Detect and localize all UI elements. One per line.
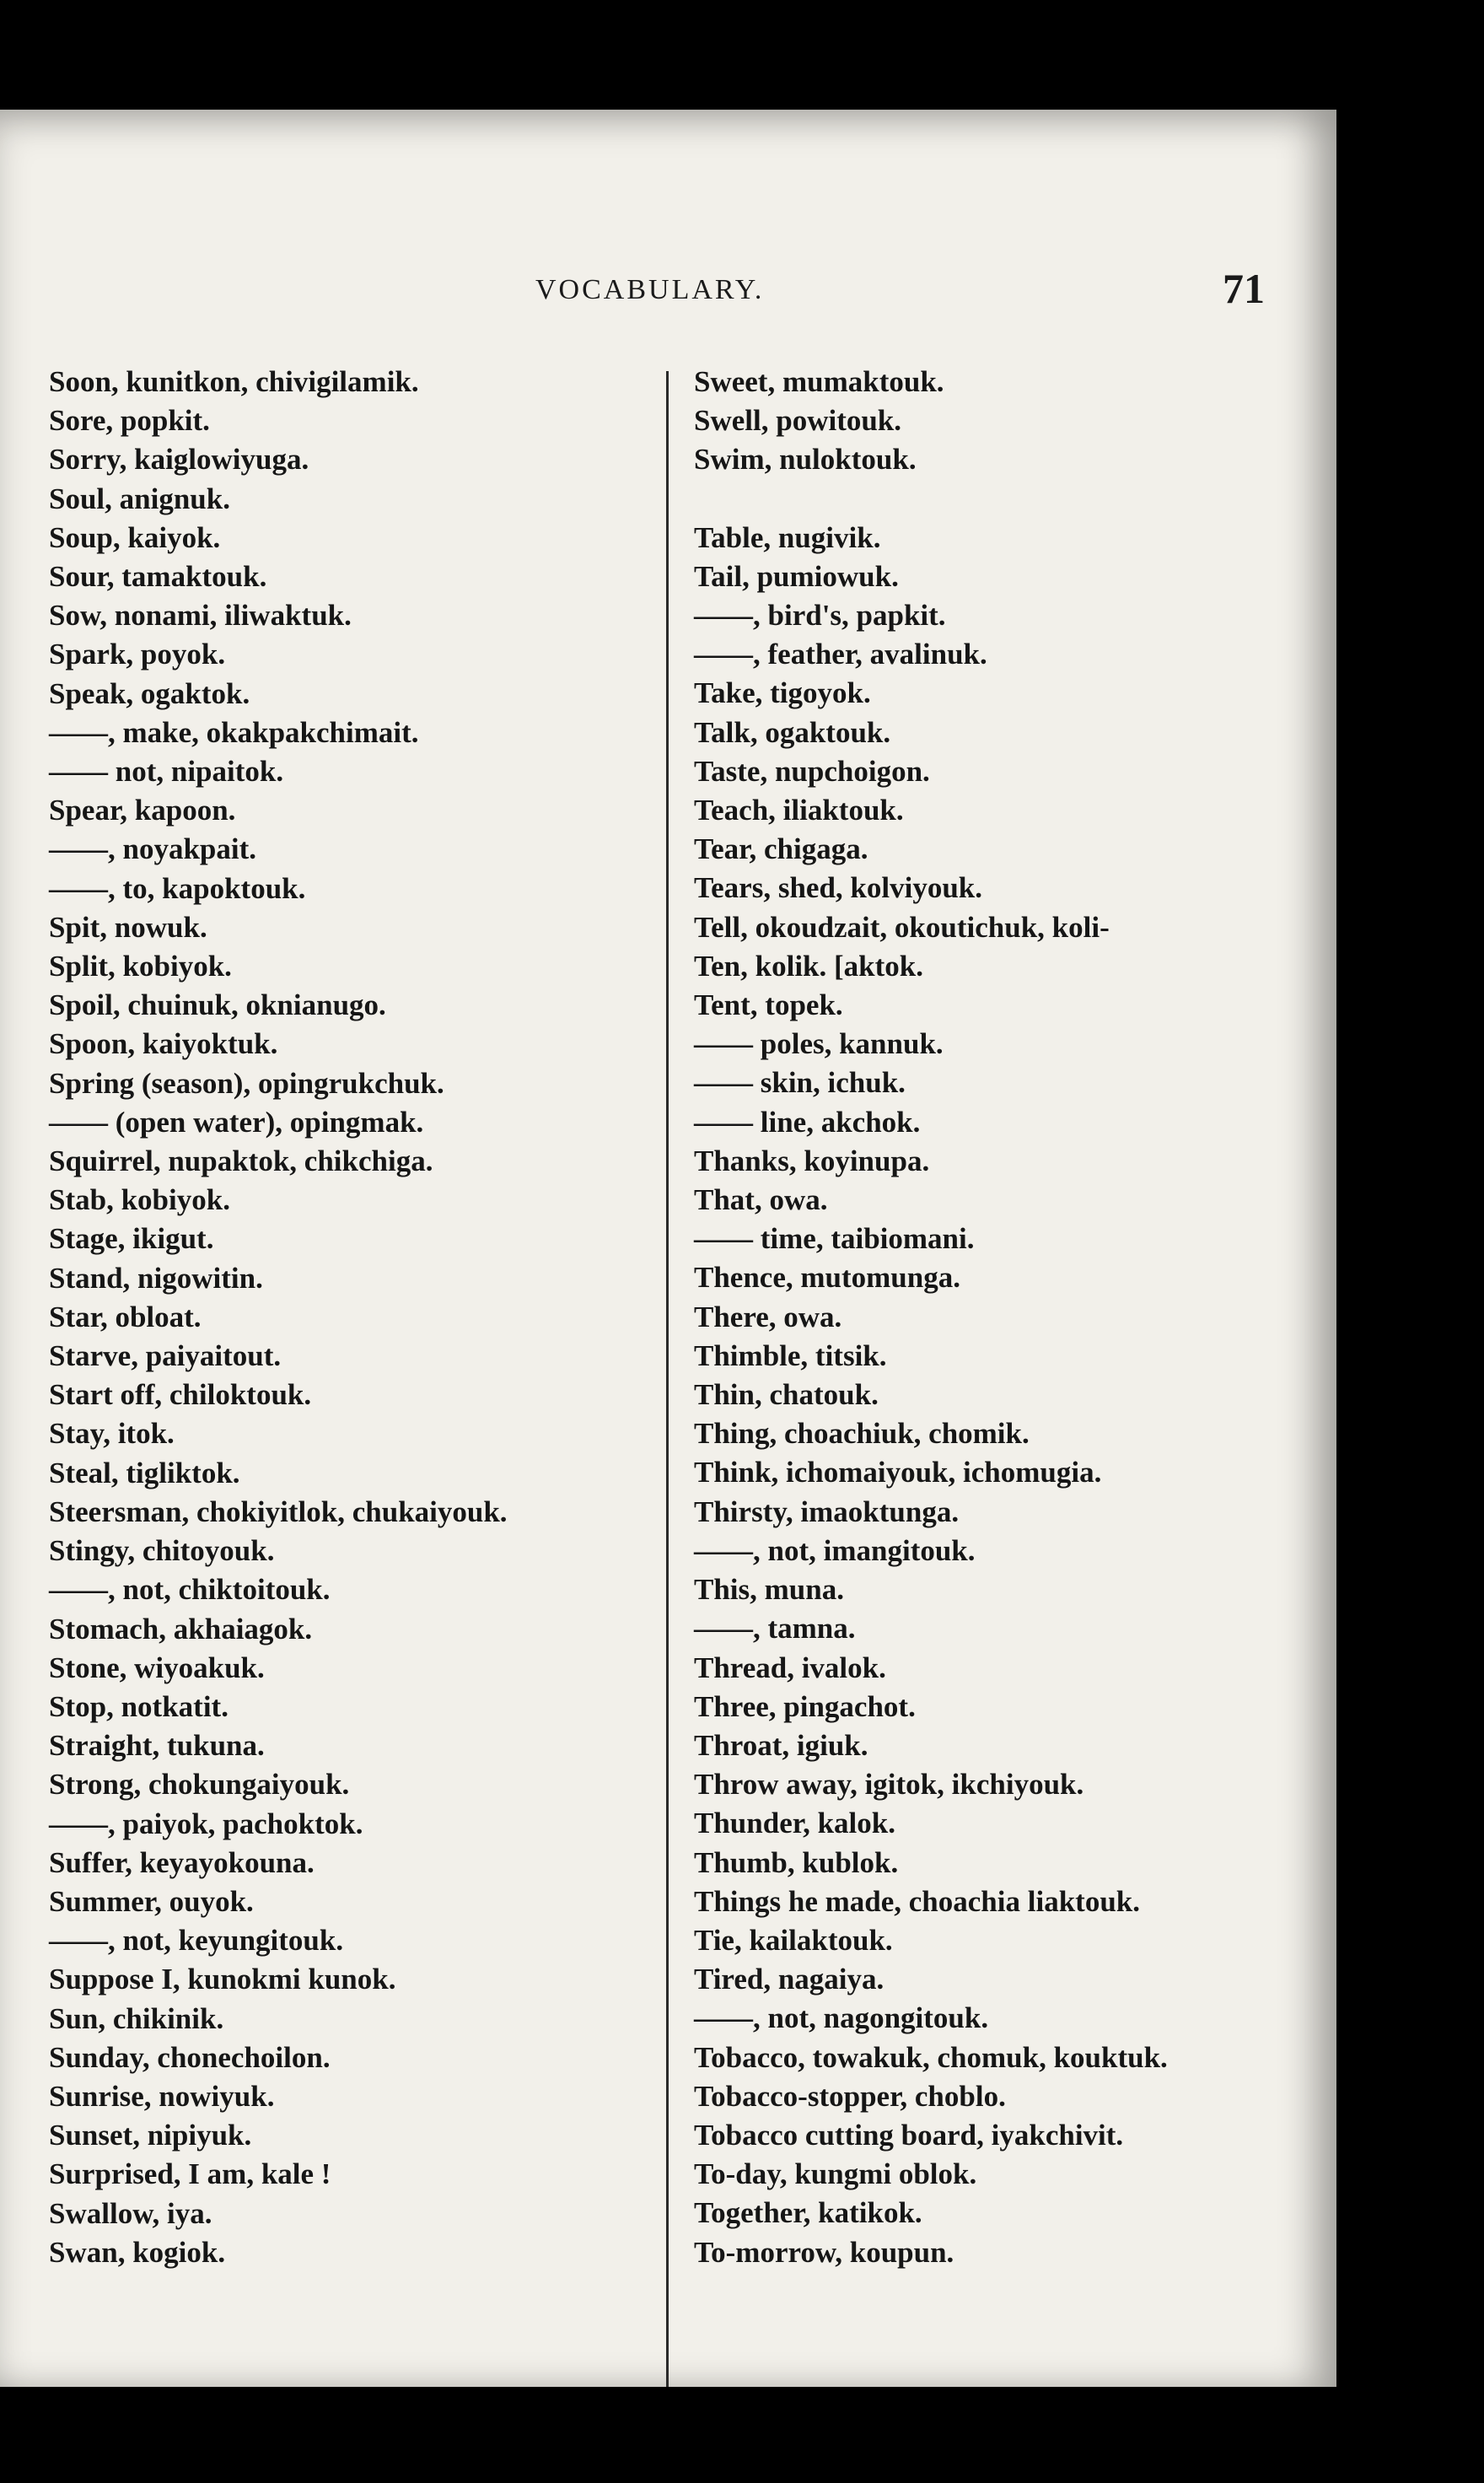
- vocabulary-entry: Spark, poyok.: [49, 638, 226, 671]
- vocabulary-entry: Teach, iliaktouk.: [694, 794, 904, 827]
- vocabulary-entry: Stand, nigowitin.: [49, 1261, 263, 1295]
- vocabulary-entry: ——, feather, avalinuk.: [694, 638, 987, 671]
- vocabulary-entry: Taste, nupchoigon.: [694, 754, 930, 788]
- vocabulary-entry: Stage, ikigut.: [49, 1222, 214, 1256]
- vocabulary-entry: Stone, wiyoakuk.: [49, 1651, 265, 1684]
- vocabulary-entry: Surprised, I am, kale !: [49, 2157, 331, 2191]
- vocabulary-entry: That, owa.: [694, 1183, 828, 1217]
- vocabulary-entry: ——, not, chiktoitouk.: [49, 1573, 331, 1607]
- vocabulary-entry: Think, ichomaiyouk, ichomugia.: [694, 1456, 1102, 1489]
- vocabulary-entry: Thread, ivalok.: [694, 1651, 886, 1684]
- vocabulary-entry: Tobacco, towakuk, chomuk, kouktuk.: [694, 2040, 1168, 2074]
- vocabulary-entry: ——, paiyok, pachoktok.: [49, 1807, 363, 1840]
- vocabulary-entry: Sour, tamaktouk.: [49, 560, 267, 594]
- vocabulary-entry: Swim, nuloktouk.: [694, 443, 917, 477]
- vocabulary-entry: Soul, anignuk.: [49, 482, 230, 515]
- vocabulary-entry: Sun, chikinik.: [49, 2001, 224, 2035]
- vocabulary-entry: Thunder, kalok.: [694, 1807, 895, 1840]
- vocabulary-entry: Thin, chatouk.: [694, 1378, 879, 1412]
- vocabulary-entry: Starve, paiyaitout.: [49, 1339, 282, 1373]
- vocabulary-entry: Tobacco-stopper, choblo.: [694, 2079, 1006, 2113]
- vocabulary-entry: Split, kobiyok.: [49, 950, 232, 983]
- vocabulary-entry: —— poles, kannuk.: [694, 1027, 944, 1061]
- vocabulary-entry: Sunrise, nowiyuk.: [49, 2079, 275, 2113]
- vocabulary-entry: ——, make, okakpakchimait.: [49, 715, 419, 749]
- vocabulary-entry: Stomach, akhaiagok.: [49, 1612, 313, 1645]
- vocabulary-entry: Steal, tigliktok.: [49, 1456, 240, 1489]
- vocabulary-entry: Thimble, titsik.: [694, 1338, 887, 1372]
- book-page: [0, 110, 1336, 2387]
- vocabulary-entry: To-morrow, koupun.: [694, 2235, 954, 2269]
- vocabulary-entry: ——, not, imangitouk.: [694, 1533, 976, 1567]
- vocabulary-entry: Together, katikok.: [694, 2196, 922, 2230]
- vocabulary-entry: Thing, choachiuk, chomik.: [694, 1417, 1030, 1451]
- section-gap: [687, 480, 1311, 519]
- running-head: VOCABULARY.: [535, 274, 765, 305]
- vocabulary-entry: —— line, akchok.: [694, 1105, 921, 1139]
- vocabulary-entry: Sow, nonami, iliwaktuk.: [49, 599, 352, 633]
- vocabulary-entry: Throw away, igitok, ikchiyouk.: [694, 1768, 1084, 1802]
- vocabulary-entry: Table, nugivik.: [694, 520, 881, 554]
- vocabulary-entry: —— not, nipaitok.: [49, 755, 284, 789]
- vocabulary-entry: Star, obloat.: [49, 1300, 202, 1333]
- vocabulary-entry: Spoon, kaiyoktuk.: [49, 1027, 278, 1061]
- left-column: [49, 363, 656, 2272]
- vocabulary-entry: Three, pingachot.: [694, 1689, 916, 1723]
- vocabulary-entry: Sunday, chonechoilon.: [49, 2040, 331, 2074]
- vocabulary-entry: Stab, kobiyok.: [49, 1183, 230, 1217]
- vocabulary-entry: Tell, okoudzait, okoutichuk, koli-: [694, 910, 1110, 944]
- vocabulary-entry: ——, tamna.: [694, 1612, 856, 1645]
- vocabulary-entry: Straight, tukuna.: [49, 1729, 265, 1763]
- vocabulary-entry: Ten, kolik. [aktok.: [694, 949, 924, 983]
- vocabulary-entry: Tobacco cutting board, iyakchivit.: [694, 2118, 1124, 2152]
- vocabulary-entry: Spring (season), opingrukchuk.: [49, 1066, 444, 1100]
- vocabulary-entry: Soup, kaiyok.: [49, 520, 221, 554]
- vocabulary-entry: ——, bird's, papkit.: [694, 599, 946, 633]
- vocabulary-entry: Thence, mutomunga.: [694, 1261, 960, 1295]
- vocabulary-entry: —— time, taibiomani.: [694, 1222, 975, 1256]
- vocabulary-entry: Speak, ogaktok.: [49, 676, 250, 710]
- vocabulary-entry: Swallow, iya.: [49, 2196, 212, 2230]
- vocabulary-entry: Tear, chigaga.: [694, 832, 868, 866]
- vocabulary-entry: Things he made, choachia liaktouk.: [694, 1884, 1140, 1918]
- vocabulary-entry: Stay, itok.: [49, 1417, 175, 1451]
- vocabulary-entry: Squirrel, nupaktok, chikchiga.: [49, 1145, 433, 1178]
- vocabulary-entry: Suffer, keyayokouna.: [49, 1845, 315, 1879]
- vocabulary-entry: Thumb, kublok.: [694, 1845, 899, 1879]
- right-column: [687, 363, 1311, 2272]
- vocabulary-entry: Stingy, chitoyouk.: [49, 1534, 275, 1568]
- vocabulary-entry: Tears, shed, kolviyouk.: [694, 871, 983, 905]
- page-number: 71: [1223, 265, 1265, 312]
- vocabulary-entry: Sorry, kaiglowiyuga.: [49, 443, 309, 477]
- vocabulary-entry: Tie, kailaktouk.: [694, 1923, 893, 1957]
- vocabulary-entry: ——, not, keyungitouk.: [49, 1924, 344, 1958]
- vocabulary-entry: Sunset, nipiyuk.: [49, 2119, 252, 2152]
- vocabulary-entry: Tent, topek.: [694, 988, 843, 1022]
- vocabulary-entry: Sweet, mumaktouk.: [694, 365, 944, 398]
- vocabulary-entry: —— (open water), opingmak.: [49, 1105, 424, 1139]
- vocabulary-entry: Sore, popkit.: [49, 404, 210, 438]
- vocabulary-entry: Start off, chiloktouk.: [49, 1378, 312, 1412]
- vocabulary-entry: Soon, kunitkon, chivigilamik.: [49, 365, 419, 398]
- vocabulary-entry: There, owa.: [694, 1300, 842, 1333]
- vocabulary-entry: Strong, chokungaiyouk.: [49, 1768, 350, 1802]
- vocabulary-entry: ——, to, kapoktouk.: [49, 871, 306, 905]
- vocabulary-entry: Steersman, chokiyitlok, chukaiyouk.: [49, 1495, 508, 1528]
- vocabulary-entry: Swan, kogiok.: [49, 2235, 226, 2269]
- vocabulary-entry: Throat, igiuk.: [694, 1728, 868, 1762]
- vocabulary-entry: Thirsty, imaoktunga.: [694, 1495, 960, 1528]
- vocabulary-entry: Take, tigoyok.: [694, 676, 871, 710]
- vocabulary-entry: ——, not, nagongitouk.: [694, 2001, 989, 2035]
- vocabulary-entry: Stop, notkatit.: [49, 1689, 229, 1723]
- page-header: [0, 265, 1336, 325]
- vocabulary-entry: Spit, nowuk.: [49, 910, 207, 944]
- vocabulary-entry: Spear, kapoon.: [49, 794, 236, 827]
- vocabulary-entry: Tail, pumiowuk.: [694, 559, 899, 593]
- vocabulary-entry: ——, noyakpait.: [49, 832, 257, 866]
- vocabulary-entry: Spoil, chuinuk, oknianugo.: [49, 988, 386, 1022]
- vocabulary-entry: Tired, nagaiya.: [694, 1963, 884, 1996]
- vocabulary-entry: Thanks, koyinupa.: [694, 1144, 930, 1177]
- vocabulary-entry: To-day, kungmi oblok.: [694, 2157, 977, 2191]
- vocabulary-entry: Summer, ouyok.: [49, 1884, 254, 1918]
- vocabulary-entry: Suppose I, kunokmi kunok.: [49, 1963, 396, 1996]
- vocabulary-entry: —— skin, ichuk.: [694, 1066, 906, 1100]
- vocabulary-entry: Talk, ogaktouk.: [694, 715, 891, 749]
- column-divider: [666, 371, 669, 2387]
- vocabulary-entry: This, muna.: [694, 1573, 844, 1607]
- vocabulary-entry: Swell, powitouk.: [694, 404, 902, 438]
